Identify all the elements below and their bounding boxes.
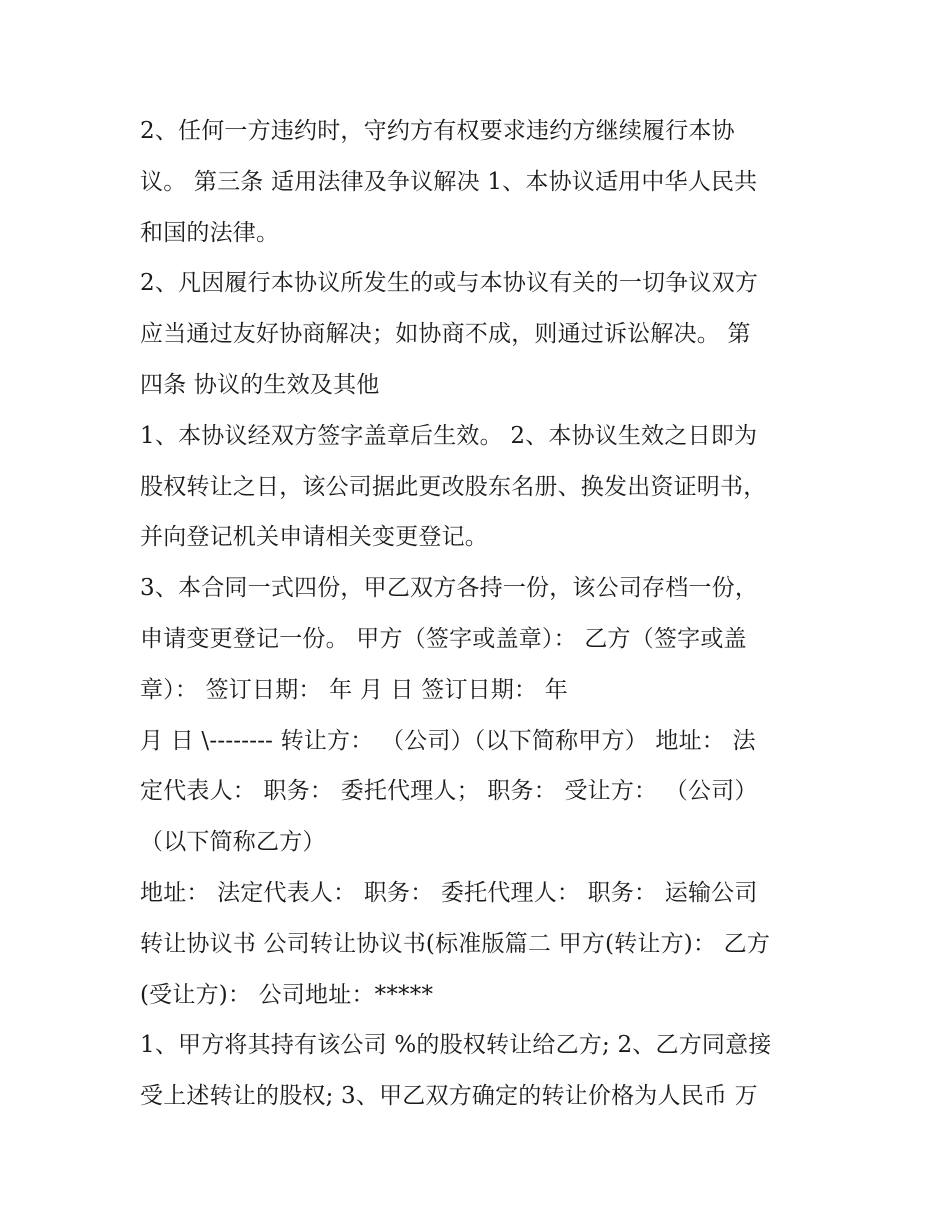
text-line: 四条 协议的生效及其他 — [140, 371, 380, 398]
document-body — [140, 106, 820, 1122]
text-line: 申请变更登记一份。 甲方（签字或盖章）： 乙方（签字或盖 — [140, 625, 747, 652]
text-line: 应当通过友好协商解决；如协商不成，则通过诉讼解决。 第 — [140, 321, 751, 348]
text-line: 定代表人： 职务： 委托代理人； 职务： 受让方： （公司） — [140, 778, 758, 805]
text-line: 并向登记机关申请相关变更登记。 — [140, 524, 488, 551]
text-line: 和国的法律。 — [140, 219, 280, 246]
text-line: 议。 第三条 适用法律及争议解决 1、本协议适用中华人民共 — [140, 168, 758, 195]
text-line: 地址： 法定代表人： 职务： 委托代理人： 职务： 运输公司 — [140, 879, 758, 906]
text-line: （以下简称乙方） — [140, 829, 326, 856]
text-line: 3、本合同一式四份，甲乙双方各持一份，该公司存档一份， — [140, 575, 759, 602]
text-line: 股权转让之日，该公司据此更改股东名册、换发出资证明书， — [140, 473, 767, 500]
text-line: 月 日 \-------- 转让方： （公司）（以下简称甲方） 地址： 法 — [140, 727, 756, 754]
text-line: 1、甲方将其持有该公司 %的股权转让给乙方; 2、乙方同意接 — [140, 1032, 772, 1059]
text-line: (受让方)： 公司地址：***** — [140, 981, 434, 1008]
text-line: 转让协议书 公司转让协议书(标准版篇二 甲方(转让方)： 乙方 — [140, 930, 771, 957]
text-line: 1、本协议经双方签字盖章后生效。 2、本协议生效之日即为 — [140, 422, 758, 449]
text-line: 2、凡因履行本协议所发生的或与本协议有关的一切争议双方 — [140, 270, 759, 297]
text-line: 章）： 签订日期： 年 月 日 签订日期： 年 — [140, 676, 568, 703]
text-line: 受上述转让的股权; 3、甲乙双方确定的转让价格为人民币 万 — [140, 1083, 758, 1110]
text-line: 2、任何一方违约时，守约方有权要求违约方继续履行本协 — [140, 118, 735, 144]
